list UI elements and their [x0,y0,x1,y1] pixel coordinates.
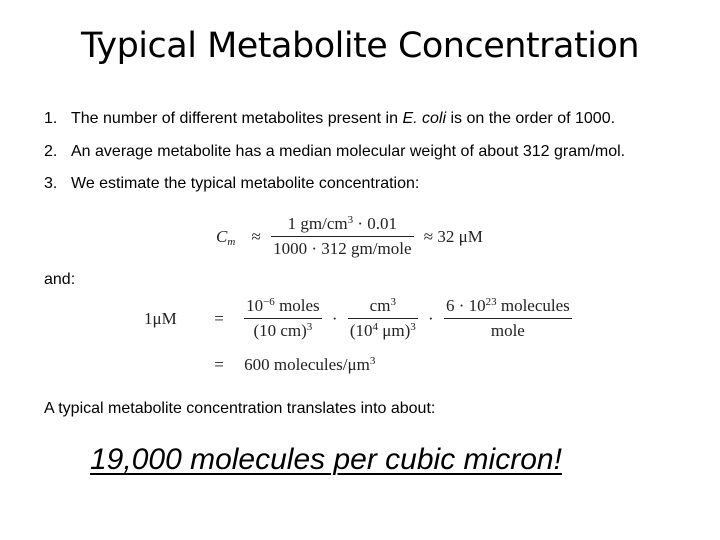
item-text-end: is on the order of 1000. [446,110,616,127]
eq2-line2-equals: = [214,355,224,375]
list-item-1 [44,110,615,128]
equation-concentration [216,214,489,259]
equation-micromolar-line-2 [144,354,381,375]
eq2-dot-2: · [428,308,434,328]
equation-micromolar [144,296,572,341]
item-number: 2. [44,143,58,160]
and-label: and: [44,271,76,288]
eq2-fraction-3: $\frac{6 \cdot 10^{23} molecules}{\text{mole}}$ [445,296,570,340]
item-number: 1. [44,110,58,127]
eq1-numerator: 1 $gm/cm^3 \cdot 0.01$ [287,214,398,233]
eq1-lhs: $C_m$ [216,226,236,248]
eq1-result: ≈ 32 μM [423,226,483,246]
highlight-result: 19,000 molecules per cubic micron! [90,443,562,476]
list-item-3 [44,175,419,193]
list-item-2 [44,143,625,161]
eq1-denominator: 1000 · 312 gm/mole [273,239,412,258]
item-number: 3. [44,175,58,192]
item-text: An average metabolite has a median molecular weight of about 312 gram/mol. [71,143,626,160]
eq2-fraction-2: $\frac{cm^3}{(10^4 \mu m)^3}$ [349,296,416,340]
item-text: The number of different metabolites present in [71,110,403,127]
item-text: We estimate the typical metabolite concentration: [71,175,420,192]
organism-name: E. coli [402,110,447,127]
slide-title: Typical Metabolite Concentration [80,26,640,66]
eq2-lhs: 1μM [144,308,177,328]
eq1-fraction [271,214,413,259]
eq2-dot-1: · [331,308,338,328]
conclusion-text: A typical metabolite concentration translates into about: [44,400,436,417]
eq1-approx: ≈ [251,226,261,246]
eq2-equals: = [214,308,224,328]
eq2-line2-result: 600 molecules/$\mu m^3$ [244,355,376,375]
eq2-fraction-1: $\frac{10^{-6} moles}{(10 cm)^3}$ [246,296,320,340]
